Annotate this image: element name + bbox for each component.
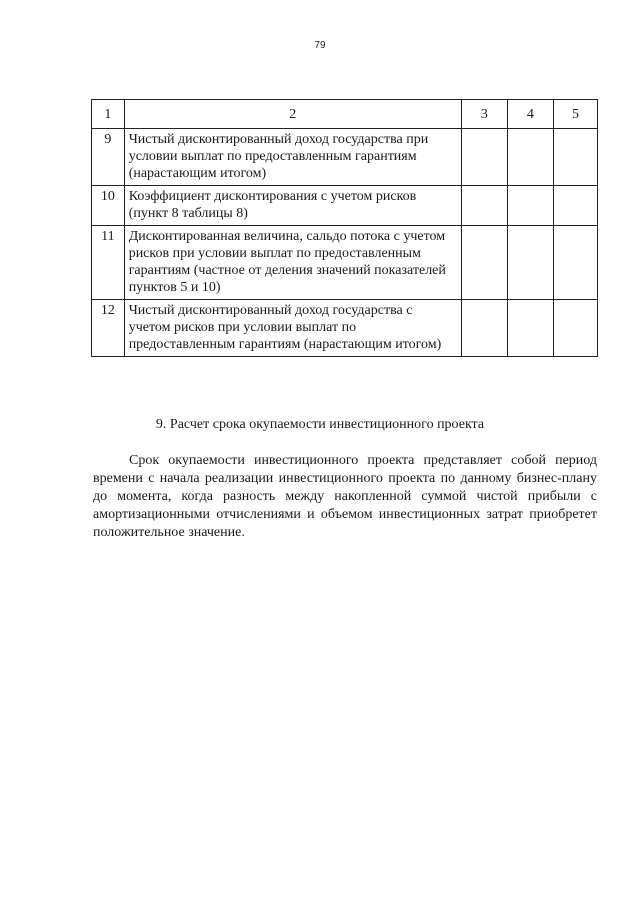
row-value-cell [461,226,507,300]
indicators-table [91,99,598,357]
row-number: 12 [92,300,125,357]
header-col-2: 2 [124,100,461,129]
row-number: 10 [92,186,125,226]
table-row [92,300,598,357]
header-col-5: 5 [553,100,597,129]
row-value-cell [507,300,553,357]
row-value-cell [507,186,553,226]
section-title: 9. Расчет срока окупаемости инвестиционного проекта [155,417,485,432]
row-value-cell [553,300,597,357]
row-value-cell [553,129,597,186]
row-value-cell [507,129,553,186]
table-row [92,226,598,300]
row-value-cell [553,226,597,300]
row-description: Дисконтированная величина, сальдо потока с учетом рисков при условии выплат по предоставленным гарантиям (частное от деления значений показателей пунктов 5 и 10) [124,226,461,300]
row-description: Коэффициент дисконтирования с учетом рисков (пункт 8 таблицы 8) [124,186,461,226]
row-number: 9 [92,129,125,186]
row-value-cell [461,129,507,186]
page-number: 79 [314,40,326,51]
row-number: 11 [92,226,125,300]
row-value-cell [507,226,553,300]
table-header-row [92,100,598,129]
row-description: Чистый дисконтированный доход государства при условии выплат по предоставленным гарантиям (нарастающим итогом) [124,129,461,186]
header-col-3: 3 [461,100,507,129]
body-paragraph: Срок окупаемости инвестиционного проекта представляет собой период времени с начала реализации инвестиционного проекта по данному бизнес-плану до момента, когда разность между накопленной суммой чистой прибыли с амортизационными отчислениями и объемом инвестиционных затрат приобретет положительное значение. [93,453,597,540]
row-value-cell [553,186,597,226]
table-row [92,186,598,226]
header-col-1: 1 [92,100,125,129]
header-col-4: 4 [507,100,553,129]
row-description: Чистый дисконтированный доход государства с учетом рисков при условии выплат по предоставленным гарантиям (нарастающим итогом) [124,300,461,357]
row-value-cell [461,300,507,357]
table-row [92,129,598,186]
row-value-cell [461,186,507,226]
